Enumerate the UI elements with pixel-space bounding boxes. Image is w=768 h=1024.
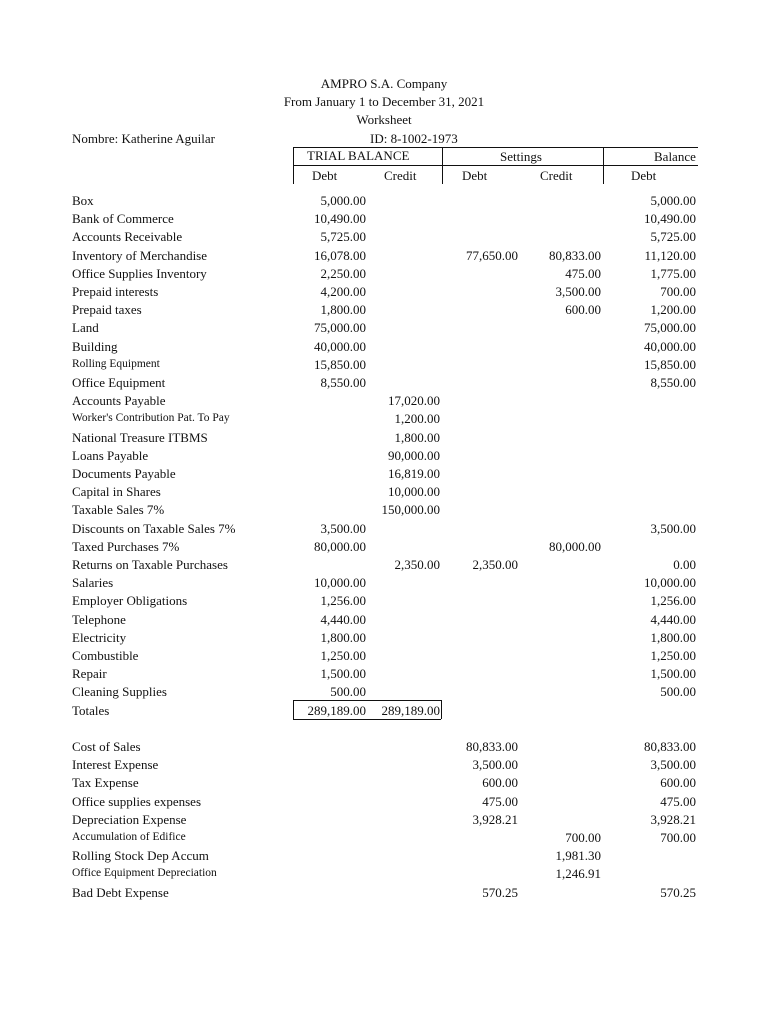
account-row	[0, 539, 768, 557]
adjustment-row	[0, 775, 768, 793]
account-row	[0, 211, 768, 229]
tb-credit-cell: 16,819.00	[388, 466, 440, 481]
tb-debt-cell: 75,000.00	[314, 320, 366, 336]
account-row	[0, 320, 768, 338]
adjustment-row	[0, 848, 768, 866]
account-row	[0, 339, 768, 357]
account-label: Worker's Contribution Pat. To Pay	[72, 412, 230, 425]
tb-debt-cell: 10,490.00	[314, 211, 366, 227]
balance-debt-cell: 3,500.00	[650, 757, 696, 773]
account-label: Discounts on Taxable Sales 7%	[72, 520, 236, 536]
account-label: Accumulation of Edifice	[72, 831, 186, 843]
balance-debt-cell: 0.00	[673, 557, 696, 572]
settings-debt-cell: 3,928.21	[472, 811, 518, 827]
settings-debt-cell: 600.00	[482, 775, 518, 791]
account-row	[0, 448, 768, 466]
tb-debt-cell: 4,440.00	[320, 611, 366, 627]
account-row	[0, 484, 768, 502]
settings-debt-cell: 77,650.00	[466, 247, 518, 263]
account-label: Taxable Sales 7%	[72, 502, 165, 518]
balance-debt-cell: 3,500.00	[650, 520, 696, 536]
balance-debt-cell: 700.00	[660, 830, 696, 845]
account-label: Totales	[72, 702, 110, 718]
account-row	[0, 502, 768, 520]
tb-debt-cell: 5,725.00	[320, 229, 366, 245]
balance-debt-cell: 15,850.00	[644, 356, 696, 372]
adjustment-row	[0, 739, 768, 757]
report-title: Worksheet	[356, 112, 412, 127]
account-label: Box	[72, 193, 94, 208]
balance-debt-cell: 1,500.00	[650, 666, 696, 682]
account-label: Rolling Stock Dep Accum	[72, 848, 209, 864]
account-row	[0, 302, 768, 320]
balance-debt-cell: 75,000.00	[644, 320, 696, 336]
trial-balance-heading: TRIAL BALANCE	[307, 148, 410, 163]
balance-debt-cell: 1,200.00	[650, 302, 696, 318]
balance-debt-cell: 475.00	[660, 793, 696, 809]
totals-top-rule	[293, 700, 441, 701]
account-label: Employer Obligations	[72, 593, 188, 609]
tb-credit-cell: 150,000.00	[381, 502, 440, 518]
settings-credit-cell: 475.00	[565, 265, 601, 281]
settings-debt-cell: 2,350.00	[472, 557, 518, 572]
balance-debt-cell: 3,928.21	[650, 811, 696, 827]
balance-debt-cell: 570.25	[660, 884, 696, 900]
account-label: Capital in Shares	[72, 484, 161, 500]
tb-debt-cell: 1,256.00	[320, 593, 366, 609]
tb-debt-cell: 5,000.00	[320, 193, 366, 208]
header-divider-1	[442, 147, 443, 184]
balance-debt-cell: 80,833.00	[644, 739, 696, 754]
balance-debt-cell: 11,120.00	[644, 247, 696, 263]
settings-debt-cell: 475.00	[482, 793, 518, 809]
settings-debt-cell: 570.25	[482, 884, 518, 900]
tb-debt-cell: 500.00	[330, 684, 366, 700]
balance-debt-cell: 4,440.00	[650, 611, 696, 627]
tb-debt-cell: 4,200.00	[320, 284, 366, 299]
settings-debt-cell: 3,500.00	[472, 757, 518, 773]
header-divider-2	[603, 147, 604, 184]
settings-credit-cell: 1,246.91	[555, 866, 601, 882]
account-row	[0, 375, 768, 393]
settings-credit-cell: 80,000.00	[549, 538, 601, 554]
account-label: Building	[72, 338, 118, 354]
balance-heading: Balance	[654, 149, 696, 164]
adjustment-row	[0, 794, 768, 812]
header-mid-rule	[293, 165, 698, 166]
settings-credit-heading: Credit	[540, 168, 573, 183]
tb-credit-cell: 1,800.00	[394, 429, 440, 445]
account-label: Returns on Taxable Purchases	[72, 557, 228, 572]
account-label: Accounts Payable	[72, 393, 166, 409]
settings-credit-cell: 700.00	[565, 830, 601, 845]
account-label: Cost of Sales	[72, 739, 141, 754]
tb-debt-cell: 2,250.00	[320, 265, 366, 281]
totals-right-rule	[441, 700, 442, 719]
adjustment-row	[0, 757, 768, 775]
balance-debt-cell: 40,000.00	[644, 338, 696, 354]
tb-debt-cell: 1,800.00	[320, 302, 366, 318]
account-label: Depreciation Expense	[72, 811, 187, 827]
account-label: Office supplies expenses	[72, 793, 202, 809]
account-row	[0, 703, 768, 721]
account-row	[0, 248, 768, 266]
balance-debt-cell: 1,800.00	[650, 629, 696, 645]
account-label: Electricity	[72, 629, 127, 645]
account-label: Salaries	[72, 575, 114, 591]
balance-debt-cell: 5,000.00	[650, 193, 696, 208]
totals-bottom-rule	[293, 719, 441, 720]
account-row	[0, 575, 768, 593]
account-label: Prepaid taxes	[72, 302, 142, 318]
account-label: Land	[72, 320, 99, 336]
balance-debt-cell: 5,725.00	[650, 229, 696, 245]
tb-credit-heading: Credit	[384, 168, 417, 183]
account-label: Combustible	[72, 648, 139, 663]
account-label: Office Equipment Depreciation	[72, 867, 217, 880]
tb-debt-cell: 1,800.00	[320, 629, 366, 645]
adjustment-row	[0, 885, 768, 903]
account-label: Inventory of Merchandise	[72, 247, 208, 263]
account-label: Prepaid interests	[72, 284, 159, 299]
account-row	[0, 284, 768, 302]
tb-debt-cell: 10,000.00	[314, 575, 366, 591]
tb-debt-cell: 80,000.00	[314, 538, 366, 554]
totals-left-rule	[293, 700, 294, 719]
balance-debt-cell: 1,775.00	[650, 265, 696, 281]
tb-debt-cell: 289,189.00	[307, 702, 366, 718]
balance-debt-cell: 10,490.00	[644, 211, 696, 227]
account-row	[0, 229, 768, 247]
tb-credit-cell: 289,189.00	[381, 702, 440, 718]
adjustment-row	[0, 866, 768, 884]
tb-debt-cell: 15,850.00	[314, 356, 366, 372]
tb-credit-cell: 1,200.00	[394, 411, 440, 427]
account-row	[0, 630, 768, 648]
balance-debt-cell: 700.00	[660, 284, 696, 299]
account-label: Cleaning Supplies	[72, 684, 167, 700]
report-period: From January 1 to December 31, 2021	[283, 94, 485, 109]
account-row	[0, 466, 768, 484]
account-label: Office Supplies Inventory	[72, 265, 207, 281]
account-row	[0, 393, 768, 411]
balance-debt-cell: 10,000.00	[644, 575, 696, 591]
account-row	[0, 430, 768, 448]
settings-credit-cell: 1,981.30	[555, 848, 601, 864]
adjustment-row	[0, 830, 768, 848]
balance-debt-cell: 600.00	[660, 775, 696, 791]
account-label: Office Equipment	[72, 375, 166, 390]
adjustment-row	[0, 812, 768, 830]
balance-debt-heading: Debt	[631, 168, 657, 183]
student-id: ID: 8-1002-1973	[370, 131, 458, 146]
account-label: Loans Payable	[72, 447, 149, 463]
account-label: Telephone	[72, 611, 126, 627]
account-label: Bad Debt Expense	[72, 884, 169, 900]
student-name: Nombre: Katherine Aguilar	[72, 131, 215, 146]
account-row	[0, 666, 768, 684]
tb-debt-cell: 1,500.00	[320, 666, 366, 682]
account-label: Interest Expense	[72, 757, 159, 773]
tb-debt-cell: 40,000.00	[314, 338, 366, 354]
tb-debt-cell: 8,550.00	[320, 375, 366, 390]
balance-debt-cell: 8,550.00	[650, 375, 696, 390]
account-label: Accounts Receivable	[72, 229, 183, 245]
account-row	[0, 357, 768, 375]
tb-credit-cell: 2,350.00	[394, 557, 440, 572]
settings-credit-cell: 600.00	[565, 302, 601, 318]
tb-credit-cell: 17,020.00	[388, 393, 440, 409]
settings-heading: Settings	[500, 149, 542, 164]
account-label: Taxed Purchases 7%	[72, 538, 180, 554]
settings-credit-cell: 80,833.00	[549, 247, 601, 263]
account-row	[0, 648, 768, 666]
account-label: Repair	[72, 666, 107, 682]
balance-debt-cell: 1,250.00	[650, 648, 696, 663]
account-label: Tax Expense	[72, 775, 139, 791]
balance-debt-cell: 500.00	[660, 684, 696, 700]
company-name: AMPRO S.A. Company	[320, 76, 448, 91]
account-row	[0, 593, 768, 611]
tb-debt-cell: 16,078.00	[314, 247, 366, 263]
settings-debt-cell: 80,833.00	[466, 739, 518, 754]
settings-credit-cell: 3,500.00	[555, 284, 601, 299]
account-label: Documents Payable	[72, 466, 176, 481]
tb-debt-cell: 3,500.00	[320, 520, 366, 536]
tb-debt-cell: 1,250.00	[320, 648, 366, 663]
account-label: Rolling Equipment	[72, 357, 160, 370]
tb-debt-heading: Debt	[312, 168, 338, 183]
tb-credit-cell: 10,000.00	[388, 484, 440, 500]
balance-debt-cell: 1,256.00	[650, 593, 696, 609]
header-left-rule	[293, 147, 294, 184]
account-row	[0, 521, 768, 539]
account-row	[0, 411, 768, 429]
account-row	[0, 612, 768, 630]
account-label: National Treasure ITBMS	[72, 429, 208, 445]
settings-debt-heading: Debt	[462, 168, 488, 183]
account-row	[0, 193, 768, 211]
account-label: Bank of Commerce	[72, 211, 174, 227]
tb-credit-cell: 90,000.00	[388, 447, 440, 463]
account-row	[0, 557, 768, 575]
account-row	[0, 266, 768, 284]
